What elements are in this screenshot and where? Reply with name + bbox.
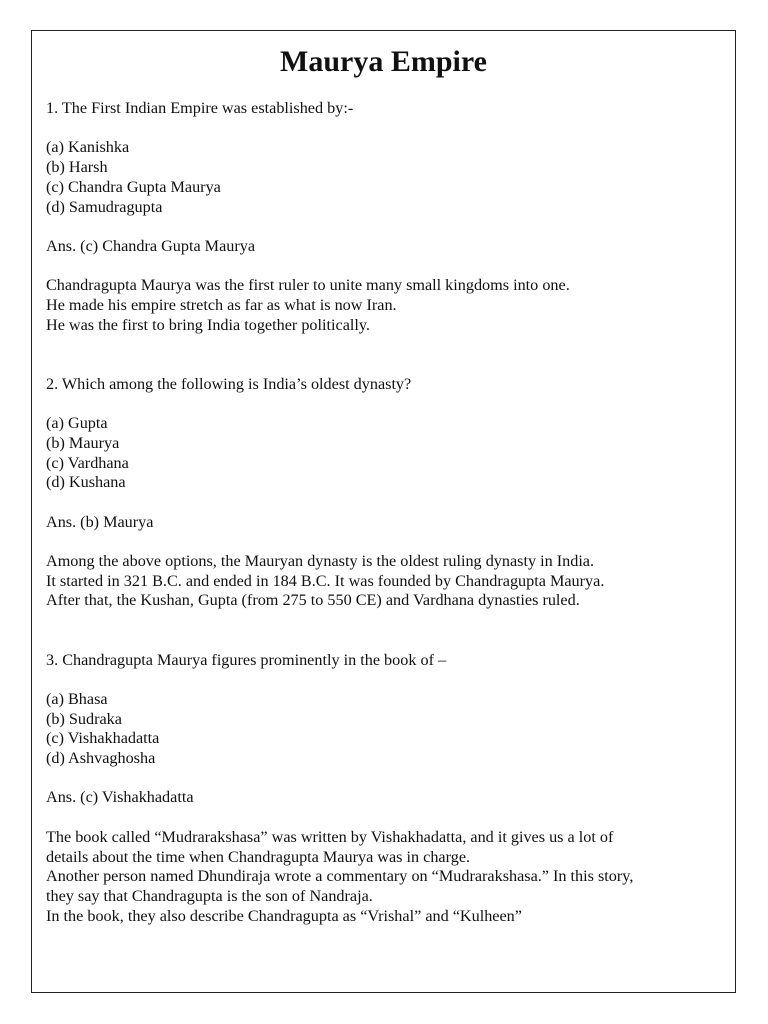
question-3-option-b: (b) Sudraka	[46, 709, 122, 728]
question-1-explanation-line: He was the first to bring India together politically.	[46, 315, 370, 334]
question-2-option-b: (b) Maurya	[46, 433, 120, 452]
question-1-answer: Ans. (c) Chandra Gupta Maurya	[46, 236, 256, 255]
document-body	[46, 99, 726, 926]
question-2-explanation-line: After that, the Kushan, Gupta (from 275 to 550 CE) and Vardhana dynasties ruled.	[46, 591, 580, 610]
question-3-option-a: (a) Bhasa	[46, 689, 108, 708]
question-3-explanation-line: The book called “Mudrarakshasa” was written by Vishakhadatta, and it gives us a lot of	[46, 827, 614, 846]
question-2-explanation-line: Among the above options, the Mauryan dynasty is the oldest ruling dynasty in India.	[46, 552, 595, 571]
question-1-explanation-line: He made his empire stretch as far as what is now Iran.	[46, 295, 397, 314]
question-2-answer: Ans. (b) Maurya	[46, 512, 154, 531]
question-3-text: 3. Chandragupta Maurya figures prominently in the book of –	[46, 650, 447, 669]
page-title: Maurya Empire	[280, 45, 487, 78]
question-2-option-d: (d) Kushana	[46, 473, 126, 492]
question-2-option-c: (c) Vardhana	[46, 453, 129, 472]
question-1-option-a: (a) Kanishka	[46, 138, 130, 157]
question-1-option-d: (d) Samudragupta	[46, 197, 163, 216]
question-2-explanation-line: It started in 321 B.C. and ended in 184 B.C. It was founded by Chandragupta Maurya.	[46, 571, 605, 590]
question-3-explanation-line: details about the time when Chandragupta Maurya was in charge.	[46, 847, 471, 866]
question-3-explanation-line: they say that Chandragupta is the son of Nandraja.	[46, 886, 373, 905]
question-2-text: 2. Which among the following is India’s oldest dynasty?	[46, 374, 412, 393]
question-1-text: 1. The First Indian Empire was established by:-	[46, 99, 354, 117]
question-3-explanation-line: Another person named Dhundiraja wrote a commentary on “Mudrarakshasa.” In this story,	[46, 867, 634, 886]
question-3-option-c: (c) Vishakhadatta	[46, 729, 160, 748]
question-1-option-c: (c) Chandra Gupta Maurya	[46, 177, 221, 196]
question-3-explanation-line: In the book, they also describe Chandragupta as “Vrishal” and “Kulheen”	[46, 906, 522, 925]
question-1-explanation-line: Chandragupta Maurya was the first ruler to unite many small kingdoms into one.	[46, 276, 570, 295]
question-3-option-d: (d) Ashvaghosha	[46, 749, 156, 768]
question-3-answer: Ans. (c) Vishakhadatta	[46, 788, 194, 807]
question-2-option-a: (a) Gupta	[46, 414, 108, 433]
question-1-option-b: (b) Harsh	[46, 158, 108, 177]
